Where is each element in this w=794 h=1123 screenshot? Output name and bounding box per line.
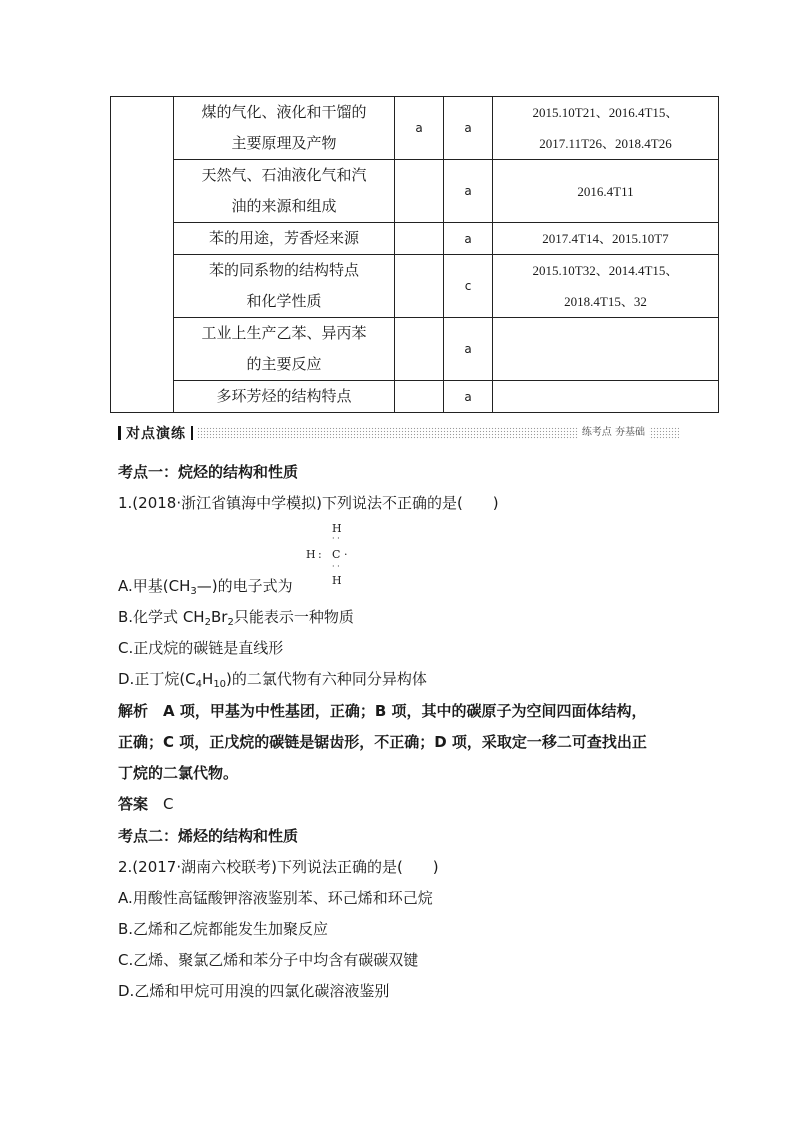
formula-atom: H <box>332 522 342 535</box>
exam-line: 2018.4T15、32 <box>564 294 647 309</box>
table-row <box>111 318 719 381</box>
subscript: 2 <box>227 617 234 628</box>
level-cell <box>395 255 444 318</box>
topic-line: 多环芳烃的结构特点 <box>216 387 352 405</box>
analysis-line: 正确；C 项，正戊烷的碳链是锯齿形，不正确；D 项，采取定一移二可查找出正 <box>118 733 647 751</box>
topic-line: 的主要反应 <box>246 355 322 373</box>
option-text: )的二氯代物有六种同分异构体 <box>226 670 427 688</box>
level-cell <box>395 223 444 255</box>
level-cell <box>395 160 444 223</box>
topic-cell <box>174 381 395 413</box>
level-cell: a <box>444 223 493 255</box>
exam-cell <box>493 223 719 255</box>
exam-line: 2017.11T26、2018.4T26 <box>539 136 672 151</box>
exam-cell <box>493 160 719 223</box>
analysis-label: 解析 <box>118 702 149 720</box>
table-row <box>111 160 719 223</box>
level-cell: a <box>444 381 493 413</box>
question-stem: 1.(2018·浙江省镇海中学模拟)下列说法不正确的是( ) <box>118 494 499 512</box>
level-cell: a <box>444 318 493 381</box>
topic-line: 煤的气化、液化和干馏的 <box>201 103 367 121</box>
exam-cell <box>493 255 719 318</box>
section-marker <box>118 426 121 440</box>
topic-cell <box>174 318 395 381</box>
answer-line <box>118 793 174 814</box>
formula-atom: C <box>332 548 341 561</box>
analysis-text: A 项，甲基为中性基团，正确；B 项，其中的碳原子为空间四面体结构， <box>163 702 647 720</box>
level-cell: c <box>444 255 493 318</box>
formula-dots: · · <box>332 562 340 571</box>
option-text: A.甲基(CH <box>118 577 191 595</box>
formula-dots: : <box>318 548 322 561</box>
option-b <box>118 606 354 628</box>
category-cell <box>111 97 174 413</box>
exam-cell <box>493 381 719 413</box>
option-text: Br <box>210 608 228 626</box>
level-cell: a <box>395 97 444 160</box>
formula-dots: · <box>344 548 348 561</box>
answer-label: 答案 <box>118 795 149 813</box>
table-row <box>111 255 719 318</box>
topic-cell <box>174 255 395 318</box>
exam-line: 2016.4T11 <box>577 183 634 199</box>
topic-point-heading: 考点二：烯烃的结构和性质 <box>118 827 299 845</box>
syllabus-table <box>110 96 719 413</box>
section-title: 对点演练 <box>126 426 186 442</box>
table-row <box>111 381 719 413</box>
option-d: D.乙烯和甲烷可用溴的四氯化碳溶液鉴别 <box>118 982 390 1000</box>
level-cell: a <box>444 97 493 160</box>
topic-line: 和化学性质 <box>246 292 322 310</box>
question-stem: 2.(2017·湖南六校联考)下列说法正确的是( ) <box>118 858 439 876</box>
table-row <box>111 97 719 160</box>
analysis-line <box>118 700 647 721</box>
topic-line: 苯的同系物的结构特点 <box>208 261 359 279</box>
topic-cell <box>174 160 395 223</box>
option-text: H <box>202 670 214 688</box>
subscript: 3 <box>190 586 197 597</box>
section-header <box>118 425 679 441</box>
option-c: C.正戊烷的碳链是直线形 <box>118 639 284 657</box>
topic-line: 工业上生产乙苯、异丙苯 <box>201 324 367 342</box>
topic-cell <box>174 97 395 160</box>
topic-cell <box>174 223 395 255</box>
option-a: A.用酸性高锰酸钾溶液鉴别苯、环己烯和环己烷 <box>118 889 433 907</box>
option-text: B.化学式 CH <box>118 608 205 626</box>
option-text: D.正丁烷(C <box>118 670 196 688</box>
option-a <box>118 575 293 597</box>
exam-cell <box>493 318 719 381</box>
subscript: 10 <box>213 679 227 690</box>
formula-atom: H <box>332 574 342 587</box>
subscript: 4 <box>195 679 203 690</box>
section-marker <box>191 426 193 440</box>
level-cell <box>395 381 444 413</box>
formula-dots: · · <box>332 534 340 543</box>
topic-point-heading: 考点一：烷烃的结构和性质 <box>118 463 299 481</box>
methyl-electron-formula <box>300 518 360 588</box>
topic-line: 天然气、石油液化气和汽 <box>201 166 367 184</box>
formula-atom: H <box>306 548 316 561</box>
exam-line: 2015.10T21、2016.4T15、 <box>532 105 679 120</box>
subscript: 2 <box>204 617 211 628</box>
exam-line: 2015.10T32、2014.4T15、 <box>532 263 679 278</box>
exam-cell <box>493 97 719 160</box>
table-row <box>111 223 719 255</box>
topic-line: 苯的用途，芳香烃来源 <box>208 229 359 247</box>
level-cell: a <box>444 160 493 223</box>
option-c: C.乙烯、聚氯乙烯和苯分子中均含有碳碳双键 <box>118 951 419 969</box>
option-text: —)的电子式为 <box>196 577 293 595</box>
option-b: B.乙烯和乙烷都能发生加聚反应 <box>118 920 329 938</box>
section-dotted-fill <box>197 427 679 439</box>
section-tag: 练考点 夯基础 <box>578 426 649 440</box>
level-cell <box>395 318 444 381</box>
analysis-line: 丁烷的二氯代物。 <box>118 764 239 782</box>
answer-value: C <box>163 795 174 813</box>
exam-line: 2017.4T14、2015.10T7 <box>542 231 669 246</box>
option-d <box>118 668 427 690</box>
topic-line: 油的来源和组成 <box>231 197 337 215</box>
option-text: 只能表示一种物质 <box>233 608 354 626</box>
topic-line: 主要原理及产物 <box>231 134 337 152</box>
